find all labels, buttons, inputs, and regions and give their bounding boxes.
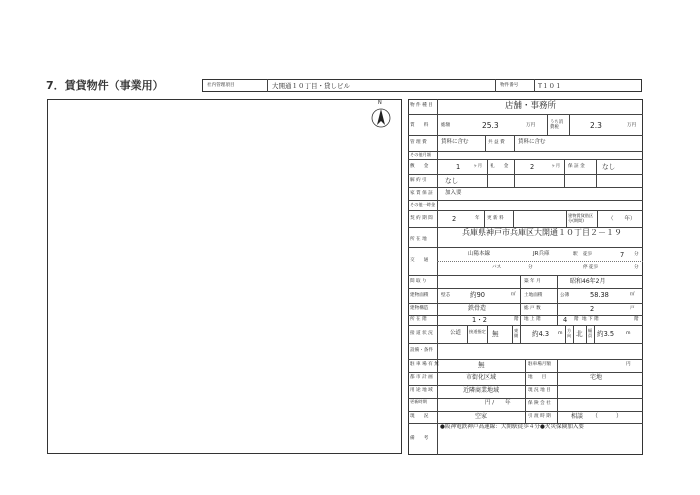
guarantee-value: なし bbox=[602, 163, 616, 171]
land-area-type: 公簿 bbox=[560, 293, 570, 298]
floors-above-unit: 階 bbox=[574, 317, 579, 322]
floors-above-value: 4 bbox=[563, 316, 568, 324]
type-value: 店舗・事務所 bbox=[505, 101, 557, 111]
parking-fee-unit: 円 bbox=[626, 362, 631, 367]
lease-class-value: （ 年） bbox=[608, 216, 636, 222]
fees-value: 賃料に含む bbox=[441, 139, 469, 145]
insurer-label: 保 険 会 社 bbox=[528, 401, 551, 406]
road2-width-value: 約3.5 bbox=[597, 330, 615, 338]
bus-unit: 分 bbox=[528, 265, 533, 270]
transit-station-suffix: 駅 bbox=[573, 252, 578, 257]
transit-walk-unit: 分 bbox=[634, 252, 639, 257]
layout-label: 間 取 り bbox=[410, 279, 427, 284]
remarks-label: 備 考 bbox=[410, 436, 429, 441]
rent-monthly-label: 総額 bbox=[441, 123, 451, 128]
rent-tax-label: うち消費税 bbox=[550, 120, 564, 131]
deposit-unit: ヶ月 bbox=[473, 164, 483, 169]
transit-station: JR兵庫 bbox=[533, 251, 550, 257]
structure-label: 建物構造 bbox=[410, 306, 429, 311]
zoning-label: 用 途 地 域 bbox=[410, 388, 433, 393]
fees-label: 管 理 費 bbox=[410, 140, 427, 145]
area-type: 壁芯 bbox=[441, 293, 451, 298]
rent-label: 賃 料 bbox=[410, 123, 429, 128]
land-area-unit: ㎡ bbox=[630, 292, 635, 297]
road-direction-label: 東側 bbox=[514, 328, 519, 338]
road-width-value: 約4.3 bbox=[532, 330, 550, 338]
current-land-label: 現 況 地 目 bbox=[528, 388, 551, 393]
key-money-unit: ヶ月 bbox=[551, 164, 561, 169]
floors-below-unit: 階 bbox=[634, 317, 639, 322]
road2-width-label: 幅員 bbox=[588, 328, 593, 338]
address-label: 所 在 地 bbox=[410, 237, 427, 242]
land-area-value: 58.38 bbox=[590, 291, 609, 299]
total-units-unit: 戸 bbox=[630, 306, 635, 311]
transit-walk-label: 徒歩 bbox=[583, 252, 593, 257]
city-plan-label: 都 市 計 画 bbox=[410, 375, 433, 380]
cancel-label: 解 約 引 bbox=[410, 178, 427, 183]
rent-tax-unit: 万円 bbox=[627, 123, 637, 128]
guarantee-label: 保 証 金 bbox=[568, 164, 585, 169]
renewal-fee-label: 更 新 料 bbox=[487, 216, 504, 221]
contract-unit: 年 bbox=[475, 216, 480, 221]
property-number-value: T１０１ bbox=[538, 82, 562, 90]
road-setback-label: 接道指定 bbox=[469, 329, 486, 334]
stop-walk-label: 停 徒歩 bbox=[583, 265, 599, 270]
cancel-value: なし bbox=[445, 177, 459, 185]
north-compass-icon bbox=[371, 100, 391, 129]
address-value: 兵庫県神戸市兵庫区大開通１０丁目２－１９ bbox=[462, 228, 622, 237]
road-label: 接 道 状 況 bbox=[410, 331, 433, 336]
handover-paren: （ ） bbox=[592, 413, 623, 420]
road2-direction-value: 北 bbox=[576, 330, 583, 338]
stop-walk-unit: 分 bbox=[634, 265, 639, 270]
built-label: 築 年 月 bbox=[524, 279, 541, 284]
insurance-label: 家 賃 保 証 bbox=[410, 191, 433, 196]
transit-label: 交 通 bbox=[410, 258, 429, 263]
parking-fee-label: 駐車場月額 bbox=[528, 362, 551, 367]
deposit-label: 敷 金 bbox=[410, 164, 429, 169]
road-width-unit: m bbox=[558, 331, 563, 336]
other-once-label: その他一時金 bbox=[410, 202, 436, 207]
type-label: 物 件 種 目 bbox=[410, 103, 433, 108]
contract-value: 2 bbox=[452, 215, 457, 223]
north-label: N bbox=[378, 100, 382, 106]
map-area bbox=[47, 99, 402, 454]
mgmt-label: 社内管理項目 bbox=[207, 83, 235, 88]
road2-direction-label: 方向 bbox=[567, 328, 572, 338]
road2-width-unit: m bbox=[626, 331, 631, 336]
floor-unit: 階 bbox=[514, 317, 519, 322]
key-money-label: 礼 金 bbox=[490, 164, 509, 169]
rent-tax-value: 2.3 bbox=[590, 121, 602, 130]
road-type: 公道 bbox=[450, 330, 462, 336]
section-title: 7．賃貸物件（事業用） bbox=[46, 79, 164, 92]
transit-walk-value: 7 bbox=[620, 251, 625, 259]
rent-unit: 万円 bbox=[526, 123, 536, 128]
floor-label: 所 在 階 bbox=[410, 317, 427, 322]
handover-label: 引 渡 時 期 bbox=[528, 414, 551, 419]
built-value: 昭和46年2月 bbox=[570, 278, 606, 285]
floor-value: 1・2 bbox=[472, 316, 487, 324]
current-status-value: 空家 bbox=[475, 413, 488, 420]
area-label: 建物面積 bbox=[410, 293, 429, 298]
area-value: 約90 bbox=[470, 291, 485, 299]
land-area-label: 土地面積 bbox=[524, 293, 543, 298]
renewal-timing-label: 更新時期 bbox=[410, 399, 427, 404]
insurance-value: 加入要 bbox=[445, 190, 462, 196]
land-category-label: 地 目 bbox=[528, 375, 547, 380]
deposit-value: 1 bbox=[456, 163, 461, 171]
city-plan-value: 市街化区域 bbox=[466, 374, 497, 381]
area-unit: ㎡ bbox=[511, 292, 516, 297]
transit-line: 山陽本線 bbox=[468, 251, 491, 257]
property-number-label: 物件番号 bbox=[500, 83, 519, 88]
mgmt-value: 大開通１０丁目・貸しビル bbox=[272, 82, 350, 90]
remarks-value: ●阪神電鉄神戸高速線：大開駅徒歩４分●火災保険加入要 bbox=[440, 424, 585, 430]
header-mgmt-box bbox=[202, 79, 642, 92]
rent-monthly-value: 25.3 bbox=[482, 121, 499, 130]
road-setback-value: 無 bbox=[492, 330, 499, 338]
zoning-value: 近隣商業地域 bbox=[463, 387, 500, 394]
total-units-label: 総 戸 数 bbox=[524, 306, 541, 311]
handover-value: 相談 bbox=[571, 413, 584, 420]
parking-value: 無 bbox=[478, 361, 485, 369]
lease-class-label: 建物賃貸借区分(期間) bbox=[568, 213, 594, 224]
parking-label: 駐 車 場 有 無 bbox=[410, 362, 439, 367]
floors-below-label: 地 下 階 bbox=[582, 317, 599, 322]
land-category-value: 宅地 bbox=[590, 374, 603, 381]
current-status-label: 現 況 bbox=[410, 414, 429, 419]
common-fee-value: 賃料に含む bbox=[518, 139, 546, 145]
structure-value: 鉄骨造 bbox=[468, 305, 487, 312]
common-fee-label: 共 益 費 bbox=[488, 140, 505, 145]
other-monthly-label: その他月額 bbox=[410, 152, 431, 157]
facilities-label: 設備・条件 bbox=[410, 348, 433, 353]
contract-label: 契 約 期 間 bbox=[410, 216, 433, 221]
key-money-value: 2 bbox=[530, 163, 535, 171]
bus-label: バス bbox=[492, 265, 502, 270]
total-units-value: 2 bbox=[590, 305, 595, 313]
floors-above-label: 地 上 階 bbox=[524, 317, 541, 322]
renewal-timing-value: 円 / 年 bbox=[485, 400, 511, 406]
